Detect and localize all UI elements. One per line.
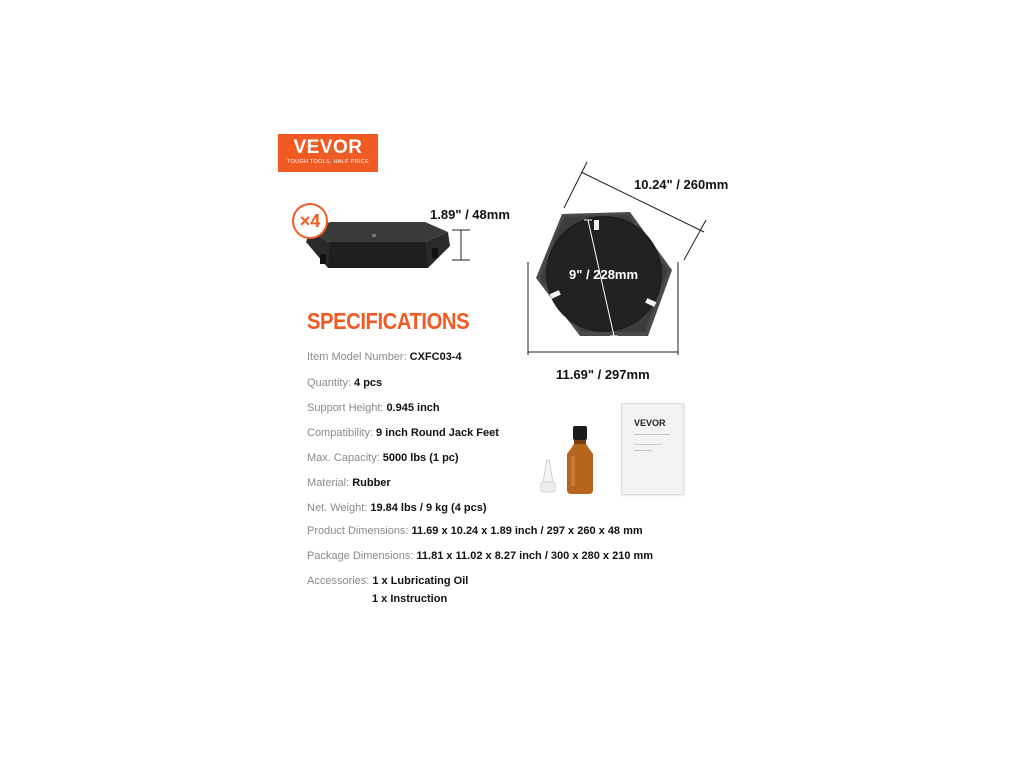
spec-row-net-weight <box>307 502 487 514</box>
spec-label: Item Model Number: <box>307 351 407 363</box>
spec-label: Compatibility: <box>307 427 374 439</box>
spec-label: Package Dimensions: <box>307 550 414 562</box>
spec-value: 5000 lbs (1 pc) <box>382 452 459 464</box>
booklet-text-line <box>634 444 662 445</box>
length-dimension-label: 11.69" / 297mm <box>556 367 650 382</box>
spec-label: Net. Weight: <box>307 502 368 514</box>
spec-label: Accessories: <box>307 575 370 587</box>
logo-tagline: TOUGH TOOLS, HALF PRICE <box>286 159 370 165</box>
spec-value: 19.84 lbs / 9 kg (4 pcs) <box>370 502 487 514</box>
spec-value: 11.81 x 11.02 x 8.27 inch / 300 x 280 x 210 mm <box>416 550 654 562</box>
width-dimension-label: 10.24" / 260mm <box>634 177 729 192</box>
height-dimension-label: 1.89" / 48mm <box>430 207 510 222</box>
spec-label: Quantity: <box>307 377 352 389</box>
spec-value: 4 pcs <box>354 377 383 389</box>
spec-row-model <box>307 351 462 363</box>
lubricating-oil-bottle-icon <box>563 424 597 496</box>
spec-row-product-dimensions <box>307 525 643 537</box>
spec-row-compatibility <box>307 427 499 439</box>
nozzle-tip-icon <box>538 458 558 496</box>
booklet-brand: VEVOR <box>634 418 666 428</box>
spec-label: Max. Capacity: <box>307 452 380 464</box>
specifications-title: SPECIFICATIONS <box>307 308 470 334</box>
spec-row-quantity <box>307 377 382 389</box>
vevor-logo <box>278 134 378 172</box>
spec-label: Support Height: <box>307 402 384 414</box>
spec-value: 1 x Lubricating Oil <box>372 575 469 587</box>
instruction-booklet-icon <box>621 403 684 495</box>
spec-value: 11.69 x 10.24 x 1.89 inch / 297 x 260 x 48 mm <box>411 525 643 537</box>
spec-label: Material: <box>307 477 350 489</box>
spec-value: CXFC03-4 <box>409 351 462 363</box>
logo-brand: VEVOR <box>293 137 363 158</box>
inner-diameter-label: 9" / 228mm <box>569 267 639 282</box>
spec-value: 9 inch Round Jack Feet <box>376 427 499 439</box>
accessory-instruction: 1 x Instruction <box>372 593 448 605</box>
booklet-text-line <box>634 434 670 435</box>
spec-row-accessories <box>307 575 468 587</box>
booklet-text-line <box>634 450 652 451</box>
spec-label: Product Dimensions: <box>307 525 409 537</box>
spec-row-material <box>307 477 391 489</box>
spec-row-support-height <box>307 402 440 414</box>
spec-value: 0.945 inch <box>386 402 440 414</box>
quantity-badge: ×4 <box>292 203 328 239</box>
spec-row-capacity <box>307 452 459 464</box>
spec-value: Rubber <box>352 477 391 489</box>
spec-row-package-dimensions <box>307 550 653 562</box>
